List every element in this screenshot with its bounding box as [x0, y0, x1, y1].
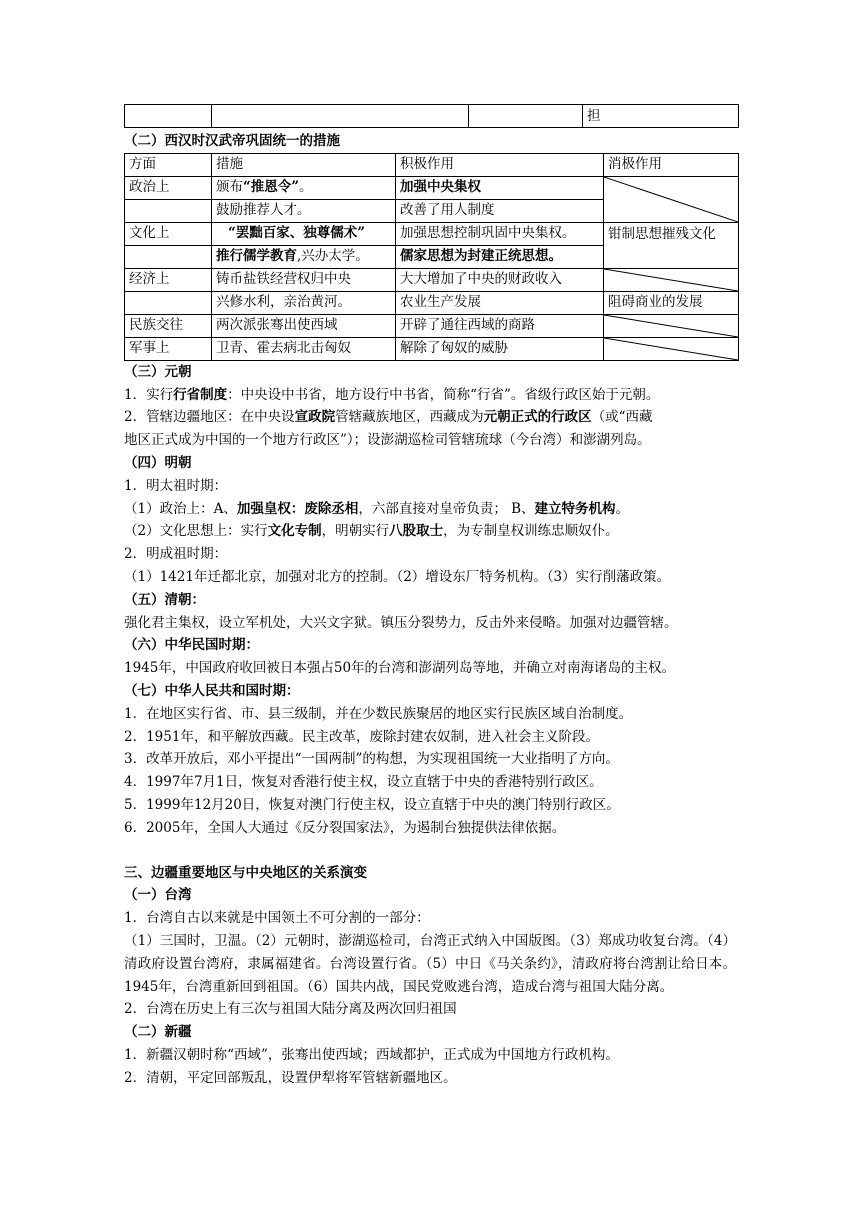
- measures-table: [124, 153, 739, 361]
- section-heading: （二）新疆: [124, 1024, 192, 1041]
- paragraph: 地区正式成为中国的一个地方行政区”）；设澎湖巡检司管辖琉球（今台湾）和澎湖列岛。: [124, 432, 651, 449]
- table-cell: 担: [583, 105, 739, 128]
- negative-cell: 钳制思想摧残文化: [604, 222, 739, 268]
- empty-diagonal-cell: [604, 337, 739, 360]
- list-item: 3．改革开放后，邓小平提出“一国两制”的构想，为实现祖国统一大业指明了方向。: [124, 751, 619, 768]
- section-heading: （一）台湾: [124, 887, 192, 904]
- section-heading: （五）清朝：: [124, 591, 205, 608]
- empty-diagonal-cell: [604, 268, 739, 291]
- paragraph: 1945年，中国政府收回被日本强占50年的台湾和澎湖列岛等地，并确立对南海诸岛的主权。: [124, 660, 676, 677]
- table-row: [125, 222, 739, 245]
- column-header: 措施: [212, 153, 396, 176]
- table-row: [125, 105, 739, 128]
- table-row: [125, 314, 739, 337]
- aspect-cell: 军事上: [125, 337, 212, 360]
- diagonal-line: [604, 177, 738, 222]
- column-header: 消极作用: [604, 153, 739, 176]
- aspect-cell: 民族交往: [125, 314, 212, 337]
- positive-cell: 儒家思想为封建正统思想。: [396, 245, 604, 268]
- positive-cell: 加强思想控制巩固中央集权。: [396, 222, 604, 245]
- document-page: [124, 104, 740, 1090]
- positive-cell: 加强中央集权: [396, 176, 604, 199]
- positive-cell: 改善了用人制度: [396, 199, 604, 222]
- positive-cell: 开辟了通往西域的商路: [396, 314, 604, 337]
- list-item: 2．1951年，和平解放西藏。民主改革，废除封建农奴制，进入社会主义阶段。: [124, 728, 599, 745]
- paragraph: （1）1421年迁都北京，加强对北方的控制。（2）增设东厂特务机构。（3）实行削藩政策。: [124, 568, 671, 585]
- table-header-row: [125, 153, 739, 176]
- diagonal-line: [604, 338, 738, 360]
- positive-cell: 农业生产发展: [396, 291, 604, 314]
- measure-cell: 铸币盐铁经营权归中央: [212, 268, 396, 291]
- positive-cell: 大大增加了中央的财政收入: [396, 268, 604, 291]
- list-item: 4．1997年7月1日，恢复对香港行使主权，设立直辖于中央的香港特别行政区。: [124, 774, 603, 791]
- diagonal-line: [604, 269, 738, 291]
- section-heading: （二）西汉时汉武帝巩固统一的措施: [124, 133, 340, 149]
- paragraph: （1）政治上：A、加强皇权：废除丞相，六部直接对皇帝负责； B、建立特务机构。: [124, 500, 630, 517]
- table-row: [125, 176, 739, 199]
- column-header: 积极作用: [396, 153, 604, 176]
- paragraph: 1．新疆汉朝时称“西域”，张骞出使西域；西域都护，正式成为中国地方行政机构。: [124, 1046, 619, 1063]
- section-heading: （四）明朝: [124, 454, 192, 471]
- measure-cell: 鼓励推荐人才。: [212, 199, 396, 222]
- paragraph: （1）三国时，卫温。（2）元朝时，澎湖巡检司，台湾正式纳入中国版图。（3）郑成功收复台湾。（4）清政府设置台湾府，隶属福建省。台湾设置行省。（5）中日《马关条约》，清政府将台湾割让给日本。1945年，台湾重新回到祖国。（6）国共内战，国民党败逃台湾，造成台湾与祖国大陆分离。: [124, 932, 736, 995]
- table-row: [125, 337, 739, 360]
- section-heading: （七）中华人民共和国时期：: [124, 682, 300, 699]
- aspect-cell: 文化上: [125, 222, 212, 245]
- measure-cell: 卫青、霍去病北击匈奴: [212, 337, 396, 360]
- aspect-cell: 政治上: [125, 176, 212, 199]
- measure-cell: 兴修水利，亲治黄河。: [212, 291, 396, 314]
- section-heading: （六）中华民国时期：: [124, 637, 259, 654]
- empty-diagonal-cell: [604, 176, 739, 222]
- paragraph: 强化君主集权，设立军机处，大兴文字狱。镇压分裂势力，反击外来侵略。加强对边疆管辖。: [124, 614, 678, 631]
- section-heading: （三）元朝: [124, 363, 192, 380]
- column-header: 方面: [125, 153, 212, 176]
- paragraph: 1．明太祖时期：: [124, 477, 228, 494]
- paragraph: 2．明成祖时期：: [124, 546, 228, 563]
- table-row: [125, 268, 739, 291]
- table-row: [125, 291, 739, 314]
- list-item: 5．1999年12月20日，恢复对澳门行使主权，设立直辖于中央的澳门特别行政区。: [124, 796, 620, 813]
- aspect-cell: 经济上: [125, 268, 212, 291]
- list-item: 6．2005年，全国人大通过《反分裂国家法》，为遏制台独提供法律依据。: [124, 819, 566, 836]
- paragraph: 2．台湾在历史上有三次与祖国大陆分离及两次回归祖国: [124, 1001, 457, 1018]
- diagonal-line: [604, 315, 738, 337]
- paragraph: 2．清朝，平定回部叛乱，设置伊犁将军管辖新疆地区。: [124, 1069, 457, 1086]
- list-item: 1．在地区实行省、市、县三级制，并在少数民族聚居的地区实行民族区域自治制度。: [124, 705, 633, 722]
- measure-cell: 推行儒学教育,兴办太学。: [212, 245, 396, 268]
- paragraph: （2）文化思想上：实行文化专制，明朝实行八股取士，为专制皇权训练忠顺奴仆。: [124, 523, 619, 540]
- paragraph: 1．台湾自古以来就是中国领土不可分割的一部分：: [124, 910, 430, 927]
- paragraph: 1．实行行省制度：中央设中书省，地方设行中书省，简称“行省”。省级行政区始于元朝。: [124, 386, 660, 403]
- part-heading: 三、边疆重要地区与中央地区的关系演变: [124, 864, 367, 881]
- positive-cell: 解除了匈奴的威胁: [396, 337, 604, 360]
- empty-diagonal-cell: [604, 314, 739, 337]
- paragraph: 2．管辖边疆地区：在中央设宣政院管辖藏族地区，西藏成为元朝正式的行政区（或“西藏: [124, 409, 653, 426]
- table-continuation: [124, 104, 739, 128]
- measure-cell: 两次派张骞出使西域: [212, 314, 396, 337]
- measure-cell: “罢黜百家、独尊儒术”: [212, 222, 396, 245]
- measure-cell: 颁布“推恩令”。: [212, 176, 396, 199]
- negative-cell: 阻碍商业的发展: [604, 291, 739, 314]
